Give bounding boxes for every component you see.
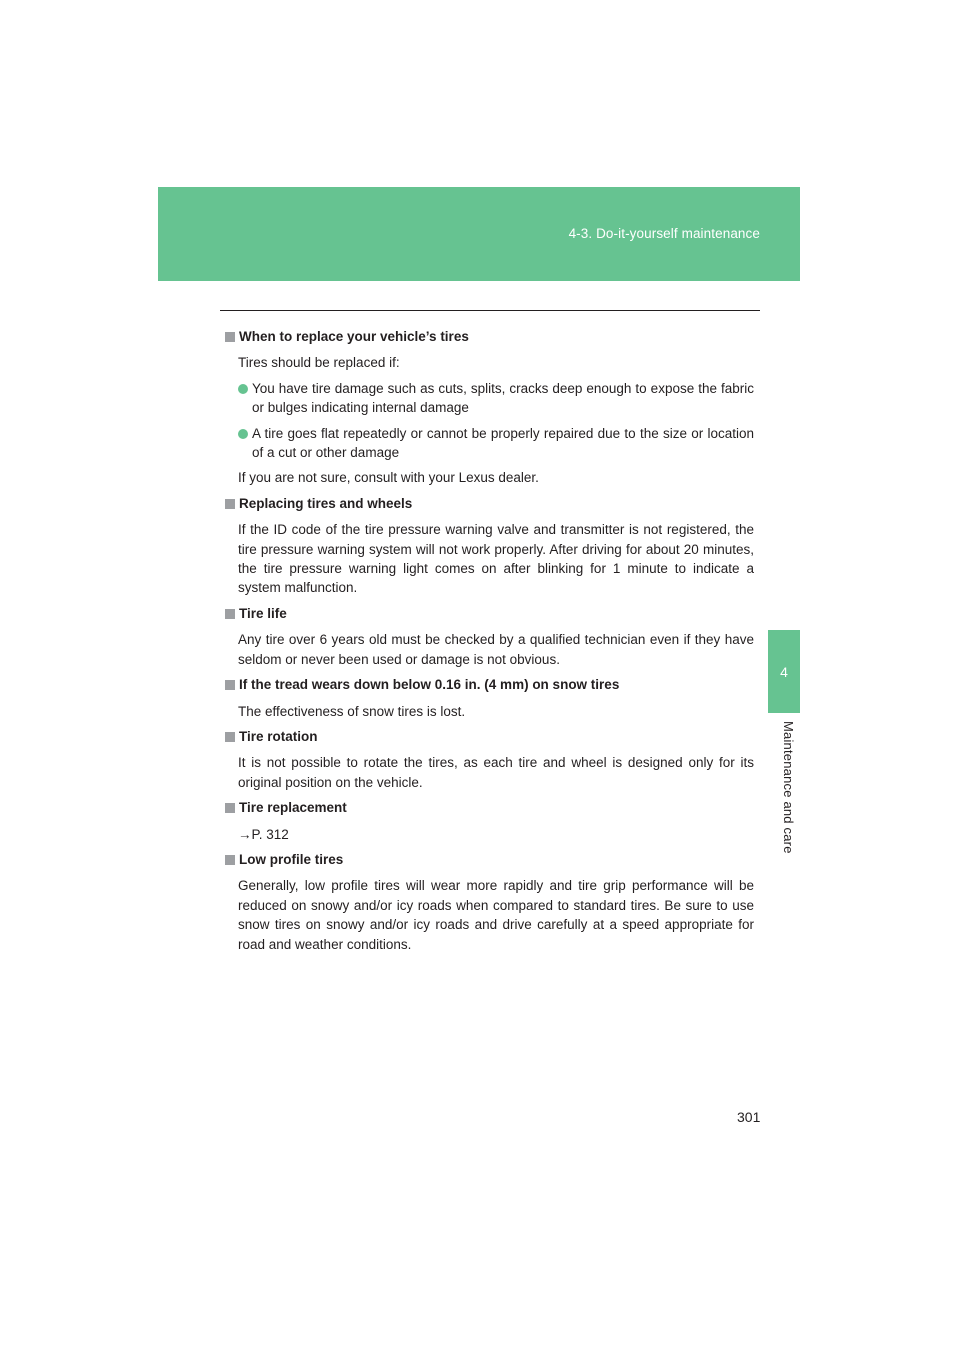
section-heading (224, 675, 754, 694)
arrow-right-icon: → (238, 826, 252, 842)
square-bullet-icon (225, 732, 235, 742)
square-bullet-icon (225, 499, 235, 509)
top-divider (220, 310, 760, 311)
section-replacing-tires (224, 494, 754, 598)
square-bullet-icon (225, 609, 235, 619)
section-heading (224, 494, 754, 513)
square-bullet-icon (225, 855, 235, 865)
square-bullet-icon (225, 332, 235, 342)
section-body: The effectiveness of snow tires is lost. (238, 703, 466, 719)
chapter-tab (768, 630, 800, 713)
chapter-number: 4 (780, 663, 788, 680)
section-body: If the ID code of the tire pressure warning valve and transmitter is not registered, the tire pressure warning system will not work properly. After driving for about 20 minutes, the tire pressure warning light comes on after blinking for 1 minute to indicate a system malfunction. (238, 522, 754, 596)
section-heading (224, 850, 754, 869)
section-body: Generally, low profile tires will wear more rapidly and tire grip performance will be reduced on snowy and/or icy roads when compared to standard tires. Be sure to use snow tires on snowy and/or icy roads and drive carefully at a speed appropriate for road and weather conditions. (238, 878, 754, 952)
heading-text: Tire replacement (239, 800, 347, 816)
section-heading (224, 604, 754, 623)
square-bullet-icon (225, 680, 235, 690)
heading-text: When to replace your vehicle’s tires (239, 329, 469, 344)
page-content (224, 327, 754, 960)
section-body: Any tire over 6 years old must be checked by a qualified technician even if they have seldom or never been used or damage is not obvious. (238, 632, 754, 667)
section-when-to-replace (224, 327, 754, 488)
section-low-profile-tires (224, 850, 754, 954)
section-snow-tires (224, 675, 754, 721)
section-tire-life (224, 604, 754, 669)
heading-text: Replacing tires and wheels (239, 495, 413, 511)
header-band (158, 187, 800, 281)
section-body: It is not possible to rotate the tires, as each tire and wheel is designed only for its original position on the vehicle. (238, 755, 754, 790)
heading-text: Tire life (239, 605, 287, 621)
section-outro: If you are not sure, consult with your Lexus dealer. (238, 470, 539, 486)
section-intro: Tires should be replaced if: (238, 355, 400, 371)
section-heading (224, 798, 754, 817)
section-tire-replacement (224, 798, 754, 844)
section-title: 4-3. Do-it-yourself maintenance (568, 226, 760, 241)
heading-text: Tire rotation (239, 728, 318, 744)
section-heading (224, 327, 754, 346)
page-reference[interactable] (238, 825, 754, 844)
round-bullet-icon (238, 429, 248, 439)
page-reference-text: P. 312 (251, 826, 289, 842)
chapter-title: Maintenance and care (781, 721, 796, 854)
heading-text: If the tread wears down below 0.16 in. (4 mm) on snow tires (239, 677, 620, 693)
list-item (252, 424, 754, 463)
page-number: 301 (737, 1109, 761, 1125)
section-tire-rotation (224, 727, 754, 792)
section-heading (224, 727, 754, 746)
list-item (252, 379, 754, 418)
round-bullet-icon (238, 384, 248, 394)
list-item-text: A tire goes flat repeatedly or cannot be properly repaired due to the size or location of a cut or other damage (252, 425, 754, 461)
list-item-text: You have tire damage such as cuts, splits, cracks deep enough to expose the fabric or bulges indicating internal damage (252, 380, 754, 416)
heading-text: Low profile tires (239, 851, 344, 867)
square-bullet-icon (225, 803, 235, 813)
